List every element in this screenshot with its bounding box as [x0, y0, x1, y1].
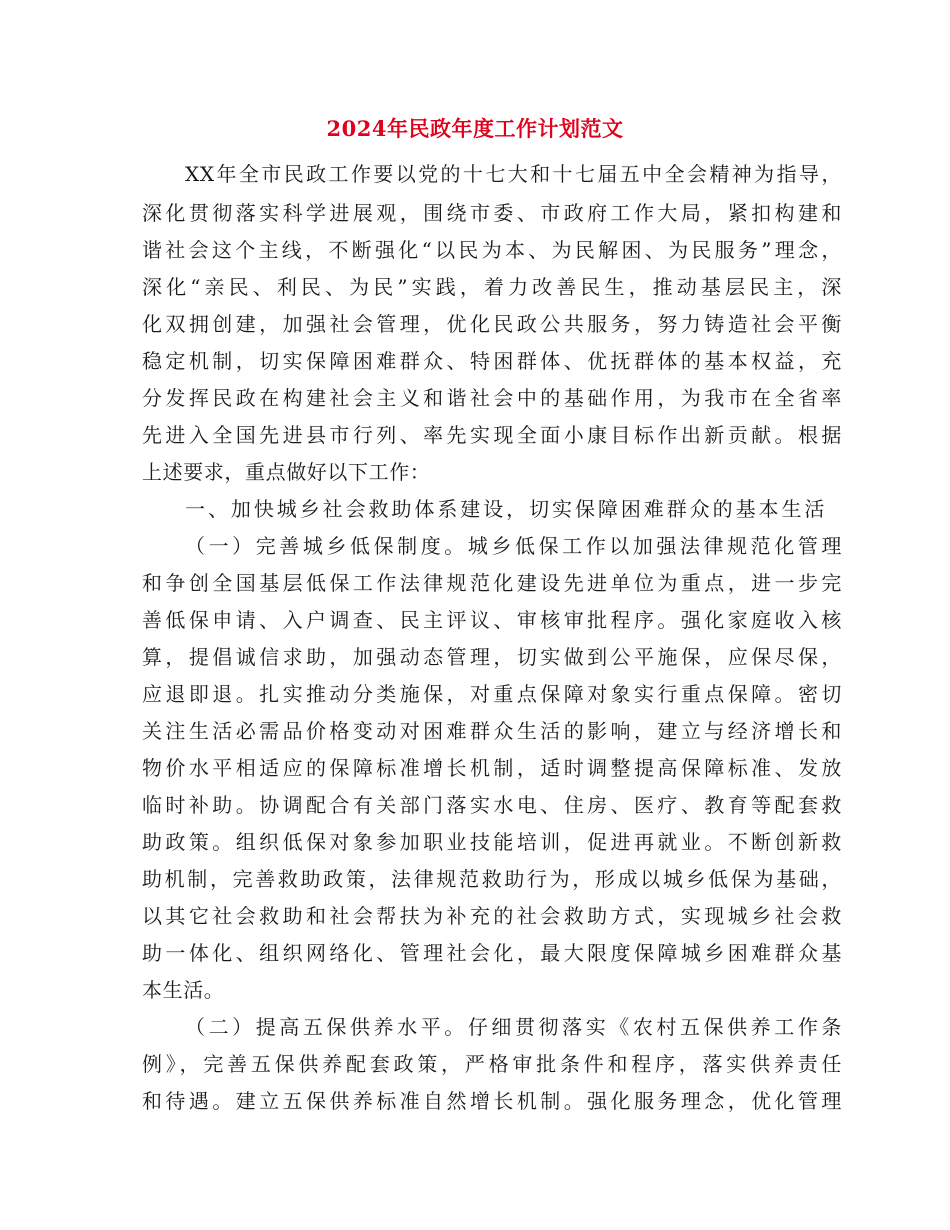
- paragraph-line: 和争创全国基层低保工作法律规范化建设先进单位为重点，进一步完: [142, 571, 842, 595]
- paragraph-line: 助一体化、组织网络化、管理社会化，最大限度保障城乡困难群众基: [142, 941, 842, 965]
- paragraph-line: （二）提高五保供养水平。仔细贯彻落实《农村五保供养工作条: [185, 1015, 842, 1039]
- paragraph-line: （一）完善城乡低保制度。城乡低保工作以加强法律规范化管理: [185, 534, 842, 558]
- paragraph-line: 物价水平相适应的保障标准增长机制，适时调整提高保障标准、发放: [142, 756, 842, 780]
- paragraph-line: 助政策。组织低保对象参加职业技能培训，促进再就业。不断创新救: [142, 830, 842, 854]
- paragraph-line: 分发挥民政在构建社会主义和谐社会中的基础作用，为我市在全省率: [142, 386, 842, 410]
- paragraph-line: 以其它社会救助和社会帮扶为补充的社会救助方式，实现城乡社会救: [142, 904, 842, 928]
- paragraph-line: 临时补助。协调配合有关部门落实水电、住房、医疗、教育等配套救: [142, 793, 842, 817]
- paragraph-line: 和待遇。建立五保供养标准自然增长机制。强化服务理念，优化管理: [142, 1089, 842, 1113]
- paragraph-line: 化双拥创建，加强社会管理，优化民政公共服务，努力铸造社会平衡: [142, 312, 842, 336]
- paragraph-line: 善低保申请、入户调查、民主评议、审核审批程序。强化家庭收入核: [142, 608, 842, 632]
- paragraph-line: 深化贯彻落实科学进展观，围绕市委、市政府工作大局，紧扣构建和: [142, 201, 842, 225]
- paragraph-line: 上述要求，重点做好以下工作：: [142, 460, 431, 484]
- paragraph-line: 深化“亲民、利民、为民”实践，着力改善民生，推动基层民主，深: [142, 275, 842, 299]
- paragraph-line: 关注生活必需品价格变动对困难群众生活的影响，建立与经济增长和: [142, 719, 842, 743]
- section-heading: 一、加快城乡社会救助体系建设，切实保障困难群众的基本生活: [185, 497, 825, 521]
- paragraph-line: 本生活。: [142, 978, 225, 1002]
- document-title: 2024年民政年度工作计划范文: [326, 116, 624, 141]
- paragraph-line: 先进入全国先进县市行列、率先实现全面小康目标作出新贡献。根据: [142, 423, 842, 447]
- paragraph-line: 应退即退。扎实推动分类施保，对重点保障对象实行重点保障。密切: [142, 682, 842, 706]
- paragraph-line: 助机制，完善救助政策，法律规范救助行为，形成以城乡低保为基础，: [142, 867, 842, 891]
- paragraph-line: 稳定机制，切实保障困难群众、特困群体、优抚群体的基本权益，充: [142, 349, 842, 373]
- paragraph-line: 算，提倡诚信求助，加强动态管理，切实做到公平施保，应保尽保，: [142, 645, 842, 669]
- paragraph-line: XX年全市民政工作要以党的十七大和十七届五中全会精神为指导，: [185, 162, 842, 186]
- paragraph-line: 例》，完善五保供养配套政策，严格审批条件和程序，落实供养责任: [142, 1052, 842, 1076]
- paragraph-line: 谐社会这个主线，不断强化“以民为本、为民解困、为民服务”理念，: [142, 238, 842, 262]
